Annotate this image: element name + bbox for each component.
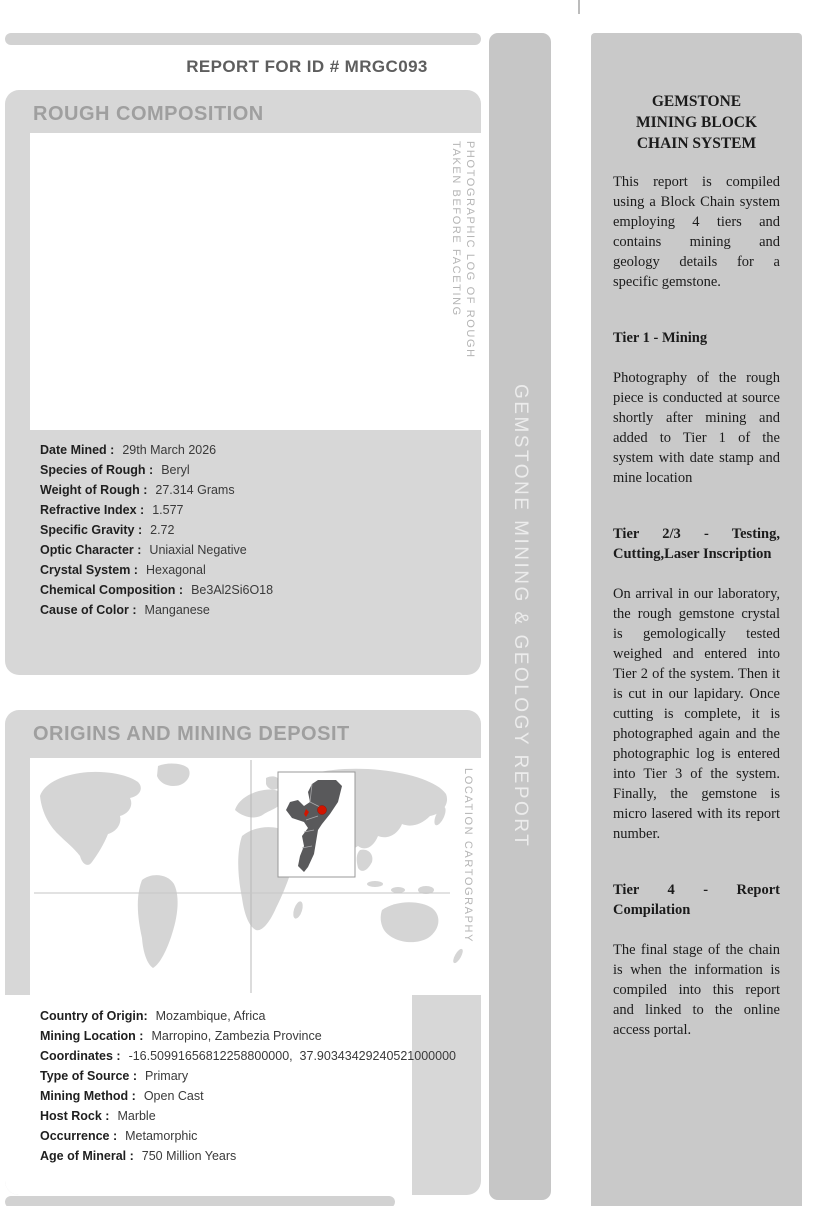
map-caption: LOCATION CARTOGRAPHY (462, 768, 474, 944)
tier1-body: Photography of the rough piece is conducted at source shortly after mining and added to Tier 1 of the system with date stamp and mine location (613, 370, 780, 486)
field-row-mining-location: Mining Location : Marropino, Zambezia Province (40, 1029, 322, 1043)
field-row-crystal-system: Crystal System : Hexagonal (40, 563, 206, 577)
sidebar-section-tier1 (613, 328, 780, 488)
island-new-zealand (451, 948, 464, 965)
rough-composition-title: ROUGH COMPOSITION (33, 103, 264, 125)
field-row-age-of-mineral: Age of Mineral : 750 Million Years (40, 1149, 237, 1163)
field-row-type-of-source: Type of Source : Primary (40, 1069, 189, 1083)
sidebar-section-tier23 (613, 524, 780, 844)
field-row-optic-character: Optic Character : Uniaxial Negative (40, 543, 247, 557)
sidebar-title: GEMSTONE MINING BLOCK CHAIN SYSTEM (636, 93, 757, 152)
field-row-host-rock: Host Rock : Marble (40, 1109, 156, 1123)
country-inset (278, 772, 355, 877)
continent-north-america (40, 772, 141, 865)
continent-south-america (138, 875, 178, 968)
world-map-area (30, 758, 481, 995)
rough-photo-area (30, 133, 481, 430)
tier1-heading: Tier 1 - Mining (613, 330, 708, 346)
island-indonesia-1 (367, 881, 383, 887)
top-decorative-bar (5, 33, 481, 45)
field-row-cause-of-color: Cause of Color : Manganese (40, 603, 210, 617)
world-map (30, 758, 481, 995)
island-indonesia-2 (391, 887, 405, 893)
sidebar-intro: This report is compiled using a Block Chain system employing 4 tiers and contains mining and geology details for a specific gemstone. (613, 174, 780, 290)
sidebar-section-tier4 (613, 880, 780, 1040)
field-row-specific-gravity: Specific Gravity : 2.72 (40, 523, 175, 537)
photo-caption-line-2: TAKEN BEFORE FACETING (450, 141, 462, 317)
origins-section (5, 710, 481, 1195)
field-row-mining-method: Mining Method : Open Cast (40, 1089, 204, 1103)
field-row-date-mined: Date Mined : 29th March 2026 (40, 443, 217, 457)
blockchain-sidebar (591, 33, 802, 1206)
continent-australia (381, 902, 439, 942)
top-divider-line (578, 0, 580, 14)
region-southeast-asia (357, 850, 373, 871)
photo-caption-line-1: PHOTOGRAPHIC LOG OF ROUGH (464, 141, 476, 359)
island-greenland (157, 764, 190, 786)
field-row-coordinates: Coordinates : -16.50991656812258800000, 37.90343429240521000000 (40, 1049, 456, 1063)
photo-caption (449, 141, 477, 359)
field-row-chemical-composition: Chemical Composition : Be3Al2Si6O18 (40, 583, 274, 597)
field-row-species: Species of Rough : Beryl (40, 463, 190, 477)
origins-fields (40, 1006, 485, 1166)
page-title: REPORT FOR ID # MRGC093 (186, 57, 428, 76)
tier23-heading: Tier 2/3 - Testing, Cutting,Laser Inscription (613, 526, 780, 562)
origins-title: ORIGINS AND MINING DEPOSIT (33, 723, 350, 745)
island-madagascar (291, 900, 304, 920)
field-row-refractive-index: Refractive Index : 1.577 (40, 503, 184, 517)
location-marker-icon (318, 806, 327, 815)
field-row-country: Country of Origin: Mozambique, Africa (40, 1009, 266, 1023)
bottom-decorative-bar (5, 1196, 395, 1206)
vertical-banner-text: GEMSTONE MINING & GEOLOGY REPORT (510, 384, 531, 849)
rough-fields (40, 440, 485, 620)
continent-europe (235, 789, 283, 817)
tier4-heading: Tier 4 - Report Compilation (613, 882, 780, 918)
tier23-body: On arrival in our laboratory, the rough gemstone crystal is gemologically tested weighed and entered into Tier 2 of the system. Then it is cut in our lapidary. Once cutting is complete, it is photographed again and the photographic log is entered into Tier 3 of the system. Finally, the gemstone is micro lasered with its report number. (613, 586, 780, 842)
vertical-banner (489, 33, 551, 1200)
field-row-weight: Weight of Rough : 27.314 Grams (40, 483, 235, 497)
tier4-body: The final stage of the chain is when the information is compiled into this report and linked to the online access portal. (613, 942, 780, 1038)
field-row-occurrence: Occurrence : Metamorphic (40, 1129, 198, 1143)
rough-composition-section (5, 90, 481, 675)
